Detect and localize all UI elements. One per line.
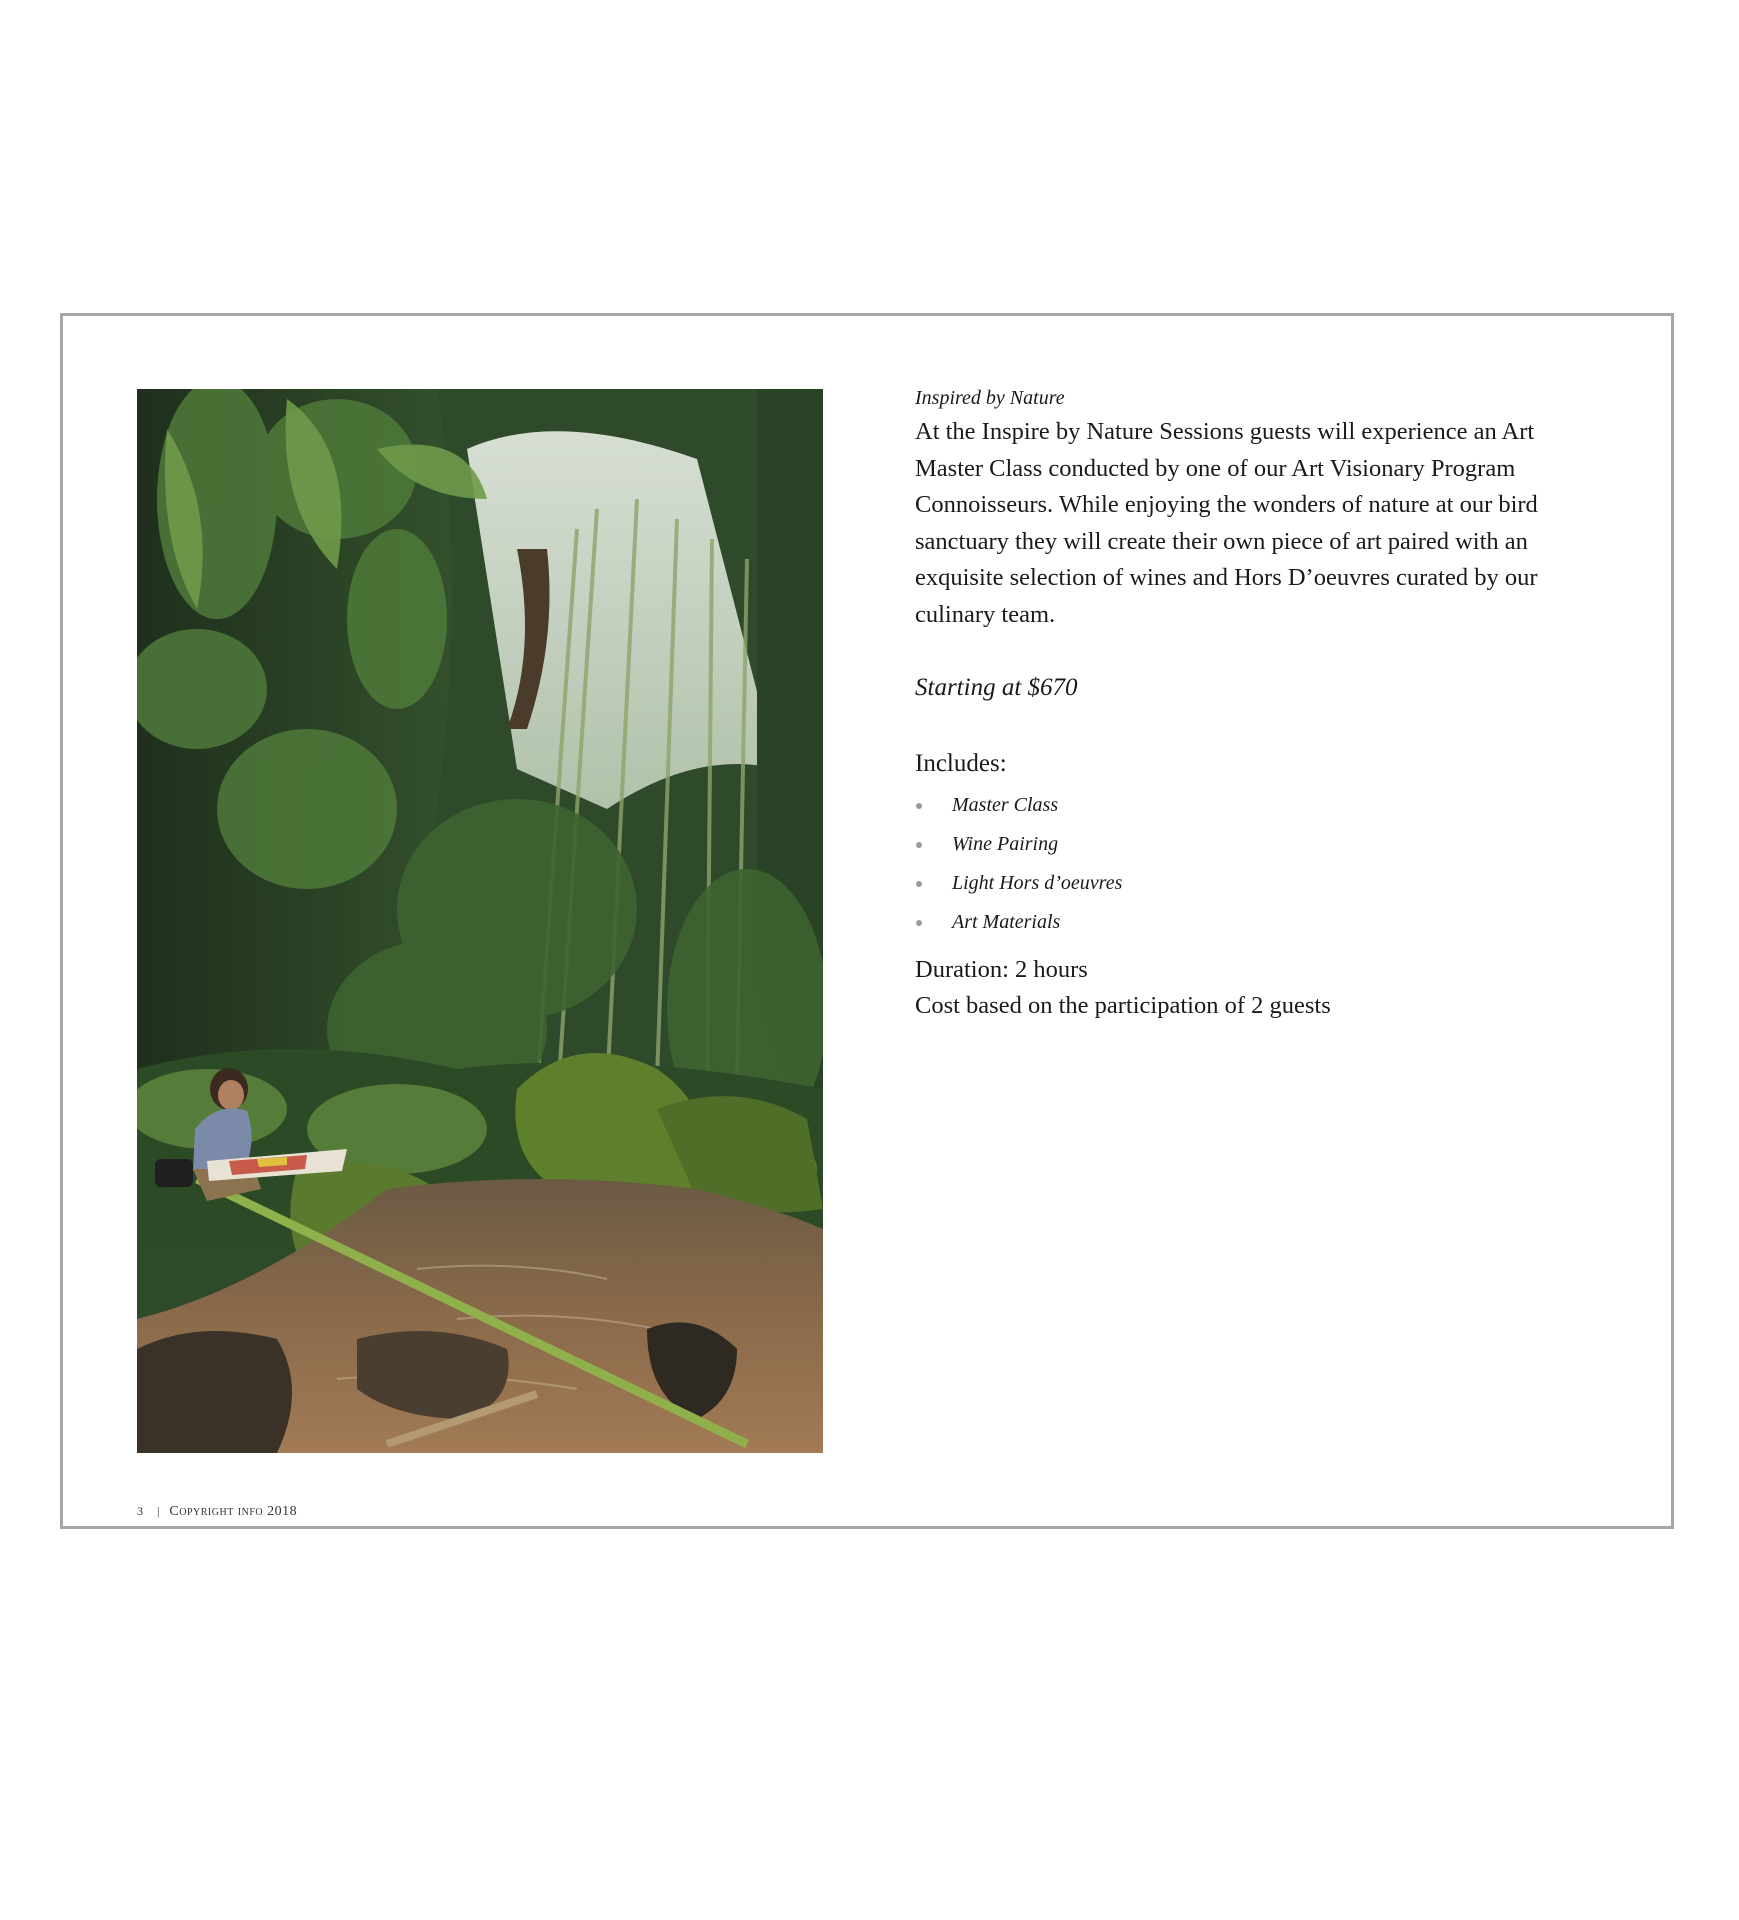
intro-line: Connoisseurs. While enjoying the wonders of nature at our bird bbox=[915, 491, 1538, 519]
forest-stream-photo bbox=[137, 389, 823, 1453]
includes-list bbox=[915, 786, 1615, 942]
session-description bbox=[915, 384, 1615, 1025]
intro-line: exquisite selection of wines and Hors D’oeuvres curated by our bbox=[915, 564, 1538, 592]
page-footer bbox=[137, 1504, 297, 1520]
page-frame bbox=[60, 313, 1674, 1529]
intro-line: At the Inspire by Nature Sessions guests will experience an Art bbox=[915, 418, 1535, 445]
includes-item-label: Light Hors d’oeuvres bbox=[952, 871, 1123, 894]
bullet-icon bbox=[916, 842, 922, 848]
includes-item-label: Master Class bbox=[952, 793, 1059, 816]
duration-block bbox=[915, 952, 1615, 1025]
includes-item-label: Art Materials bbox=[952, 910, 1061, 933]
footer-separator: | bbox=[157, 1504, 160, 1518]
includes-item bbox=[915, 825, 1615, 864]
intro-line: culinary team. bbox=[915, 600, 1056, 628]
bullet-icon bbox=[916, 803, 922, 809]
price: Starting at $670 bbox=[915, 673, 1078, 701]
bullet-icon bbox=[916, 881, 922, 887]
includes-item bbox=[915, 864, 1615, 903]
includes-item-label: Wine Pairing bbox=[952, 832, 1059, 855]
copyright-text: Copyright info 2018 bbox=[169, 1504, 298, 1519]
intro-paragraph bbox=[915, 414, 1615, 634]
page-number: 3 bbox=[137, 1504, 144, 1518]
section-eyebrow: Inspired by Nature bbox=[915, 387, 1065, 409]
intro-line: Master Class conducted by one of our Art Visionary Program bbox=[915, 454, 1516, 482]
bullet-icon bbox=[916, 920, 922, 926]
duration: Duration: 2 hours bbox=[915, 955, 1088, 983]
forest-stream-illustration bbox=[137, 389, 823, 1453]
intro-line: sanctuary they will create their own piece of art paired with an bbox=[915, 527, 1528, 555]
cost-note: Cost based on the participation of 2 guests bbox=[915, 992, 1331, 1020]
includes-label: Includes: bbox=[915, 749, 1007, 777]
includes-item bbox=[915, 786, 1615, 825]
includes-item bbox=[915, 903, 1615, 942]
